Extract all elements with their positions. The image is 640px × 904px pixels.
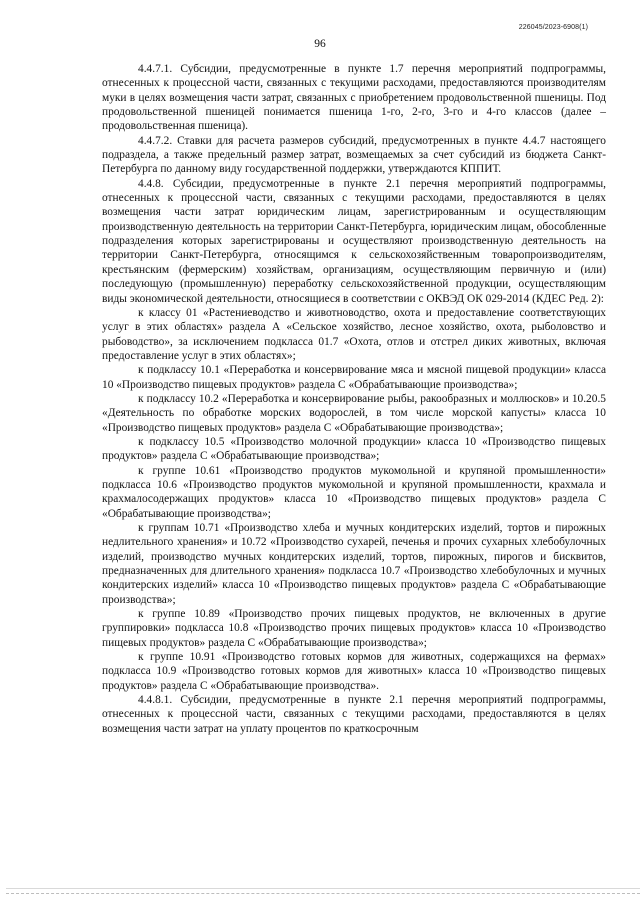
- paragraph-4-4-7-2: 4.4.7.2. Ставки для расчета размеров субсидий, предусмотренных в пункте 4.4.7 настоящего подраздела, а также предельный размер затрат, возмещаемых за счет субсидий из бюджета Санкт-Петербурга по данному виду государственной поддержки, утверждаются КППИТ.: [102, 134, 606, 176]
- paragraph-4-4-8: 4.4.8. Субсидии, предусмотренные в пункте 2.1 перечня мероприятий подпрограммы, отнесенных к процессной части, связанных с текущими расходами, предоставляются в целях возмещения части затрат юридическим лицам, зарегистрированным и осуществляющим производственную деятельность на территории Санкт-Петербурга, юридическим лицам, обособленные подразделения которых зарегистрированы и осуществляют производственную деятельность на территории Санкт-Петербурга, относящимся к сельскохозяйственным товаропроизводителям, крестьянским (фермерским) хозяйствам, организациям, осуществляющим первичную и (или) последующую (промышленную) переработку сельскохозяйственной продукции, осуществляющим виды экономической деятельности, относящиеся в соответствии с ОКВЭД ОК 029-2014 (КДЕС Ред. 2):: [102, 177, 606, 305]
- list-item-subclass-10-5: к подклассу 10.5 «Производство молочной продукции» класса 10 «Производство пищевых продуктов» раздела С «Обрабатывающие производства»;: [102, 435, 606, 463]
- list-item-subclass-10-2: к подклассу 10.2 «Переработка и консервирование рыбы, ракообразных и моллюсков» и 10.20.5 «Деятельность по обработке морских водорослей, в том числе морской капусты» класса 10 «Производство пищевых продуктов» раздела С «Обрабатывающие производства»;: [102, 392, 606, 434]
- list-item-group-10-89: к группе 10.89 «Производство прочих пищевых продуктов, не включенных в другие группировки» подкласса 10.8 «Производство прочих пищевых продуктов» класса 10 «Производство пищевых продуктов» раздела С «Обрабатывающие производства»;: [102, 608, 606, 649]
- paragraph-4-4-7-1: 4.4.7.1. Субсидии, предусмотренные в пункте 1.7 перечня мероприятий подпрограммы, отнесенных к процессной части, связанных с текущими расходами, предоставляются производителям муки в целях возмещения части затрат, связанных с приобретением продовольственной пшеницы. Под продовольственной пшеницей понимается пшеница 1-го, 2-го, 3-го и 4-го классов (далее – продовольственная пшеница).: [102, 63, 606, 133]
- list-item-subclass-10-1: к подклассу 10.1 «Переработка и консервирование мяса и мясной пищевой продукции» класса 10 «Производство пищевых продуктов» раздела С «Обрабатывающие производства»;: [102, 364, 606, 391]
- list-item-group-10-91: к группе 10.91 «Производство готовых кормов для животных, содержащихся на фермах» подкласса 10.9 «Производство готовых кормов для животных» класса 10 «Производство пищевых продуктов» раздела С «Обрабатывающие производства».: [102, 651, 606, 692]
- document-registration-number: 226045/2023-6908(1): [518, 24, 588, 31]
- document-body: [102, 62, 606, 736]
- list-item-class-01: к классу 01 «Растениеводство и животноводство, охота и предоставление соответствующих услуг в этих областях» раздела А «Сельское хозяйство, лесное хозяйство, охота, рыболовство и рыбоводство», за исключением подкласса 01.7 «Охота, отлов и отстрел диких животных, включая предоставление услуг в этих областях»;: [102, 306, 606, 362]
- scan-edge-dashed-line: [6, 893, 640, 894]
- page-number: 96: [314, 38, 326, 50]
- list-item-groups-10-71-10-72: к группам 10.71 «Производство хлеба и мучных кондитерских изделий, тортов и пирожных недлительного хранения» и 10.72 «Производство сухарей, печенья и прочих сухарных хлебобулочных изделий, производство мучных кондитерских изделий, тортов, пирожных, пирогов и бисквитов, предназначенных для длительного хранения» подкласса 10.7 «Производство хлебобулочных и мучных кондитерских изделий» класса 10 «Производство пищевых продуктов» раздела С «Обрабатывающие производства»;: [102, 522, 606, 606]
- list-item-group-10-61: к группе 10.61 «Производство продуктов мукомольной и крупяной промышленности» подкласса 10.6 «Производство продуктов мукомольной и крупяной промышленности, крахмала и крахмалосодержащих продуктов» класса 10 «Производство пищевых продуктов» раздела С «Обрабатывающие производства»;: [102, 464, 606, 520]
- scan-edge-line: [6, 888, 640, 889]
- paragraph-4-4-8-1: 4.4.8.1. Субсидии, предусмотренные в пункте 2.1 перечня мероприятий подпрограммы, отнесенных к процессной части, связанных с текущими расходами, предоставляются в целях возмещения части затрат на уплату процентов по краткосрочным: [102, 694, 606, 735]
